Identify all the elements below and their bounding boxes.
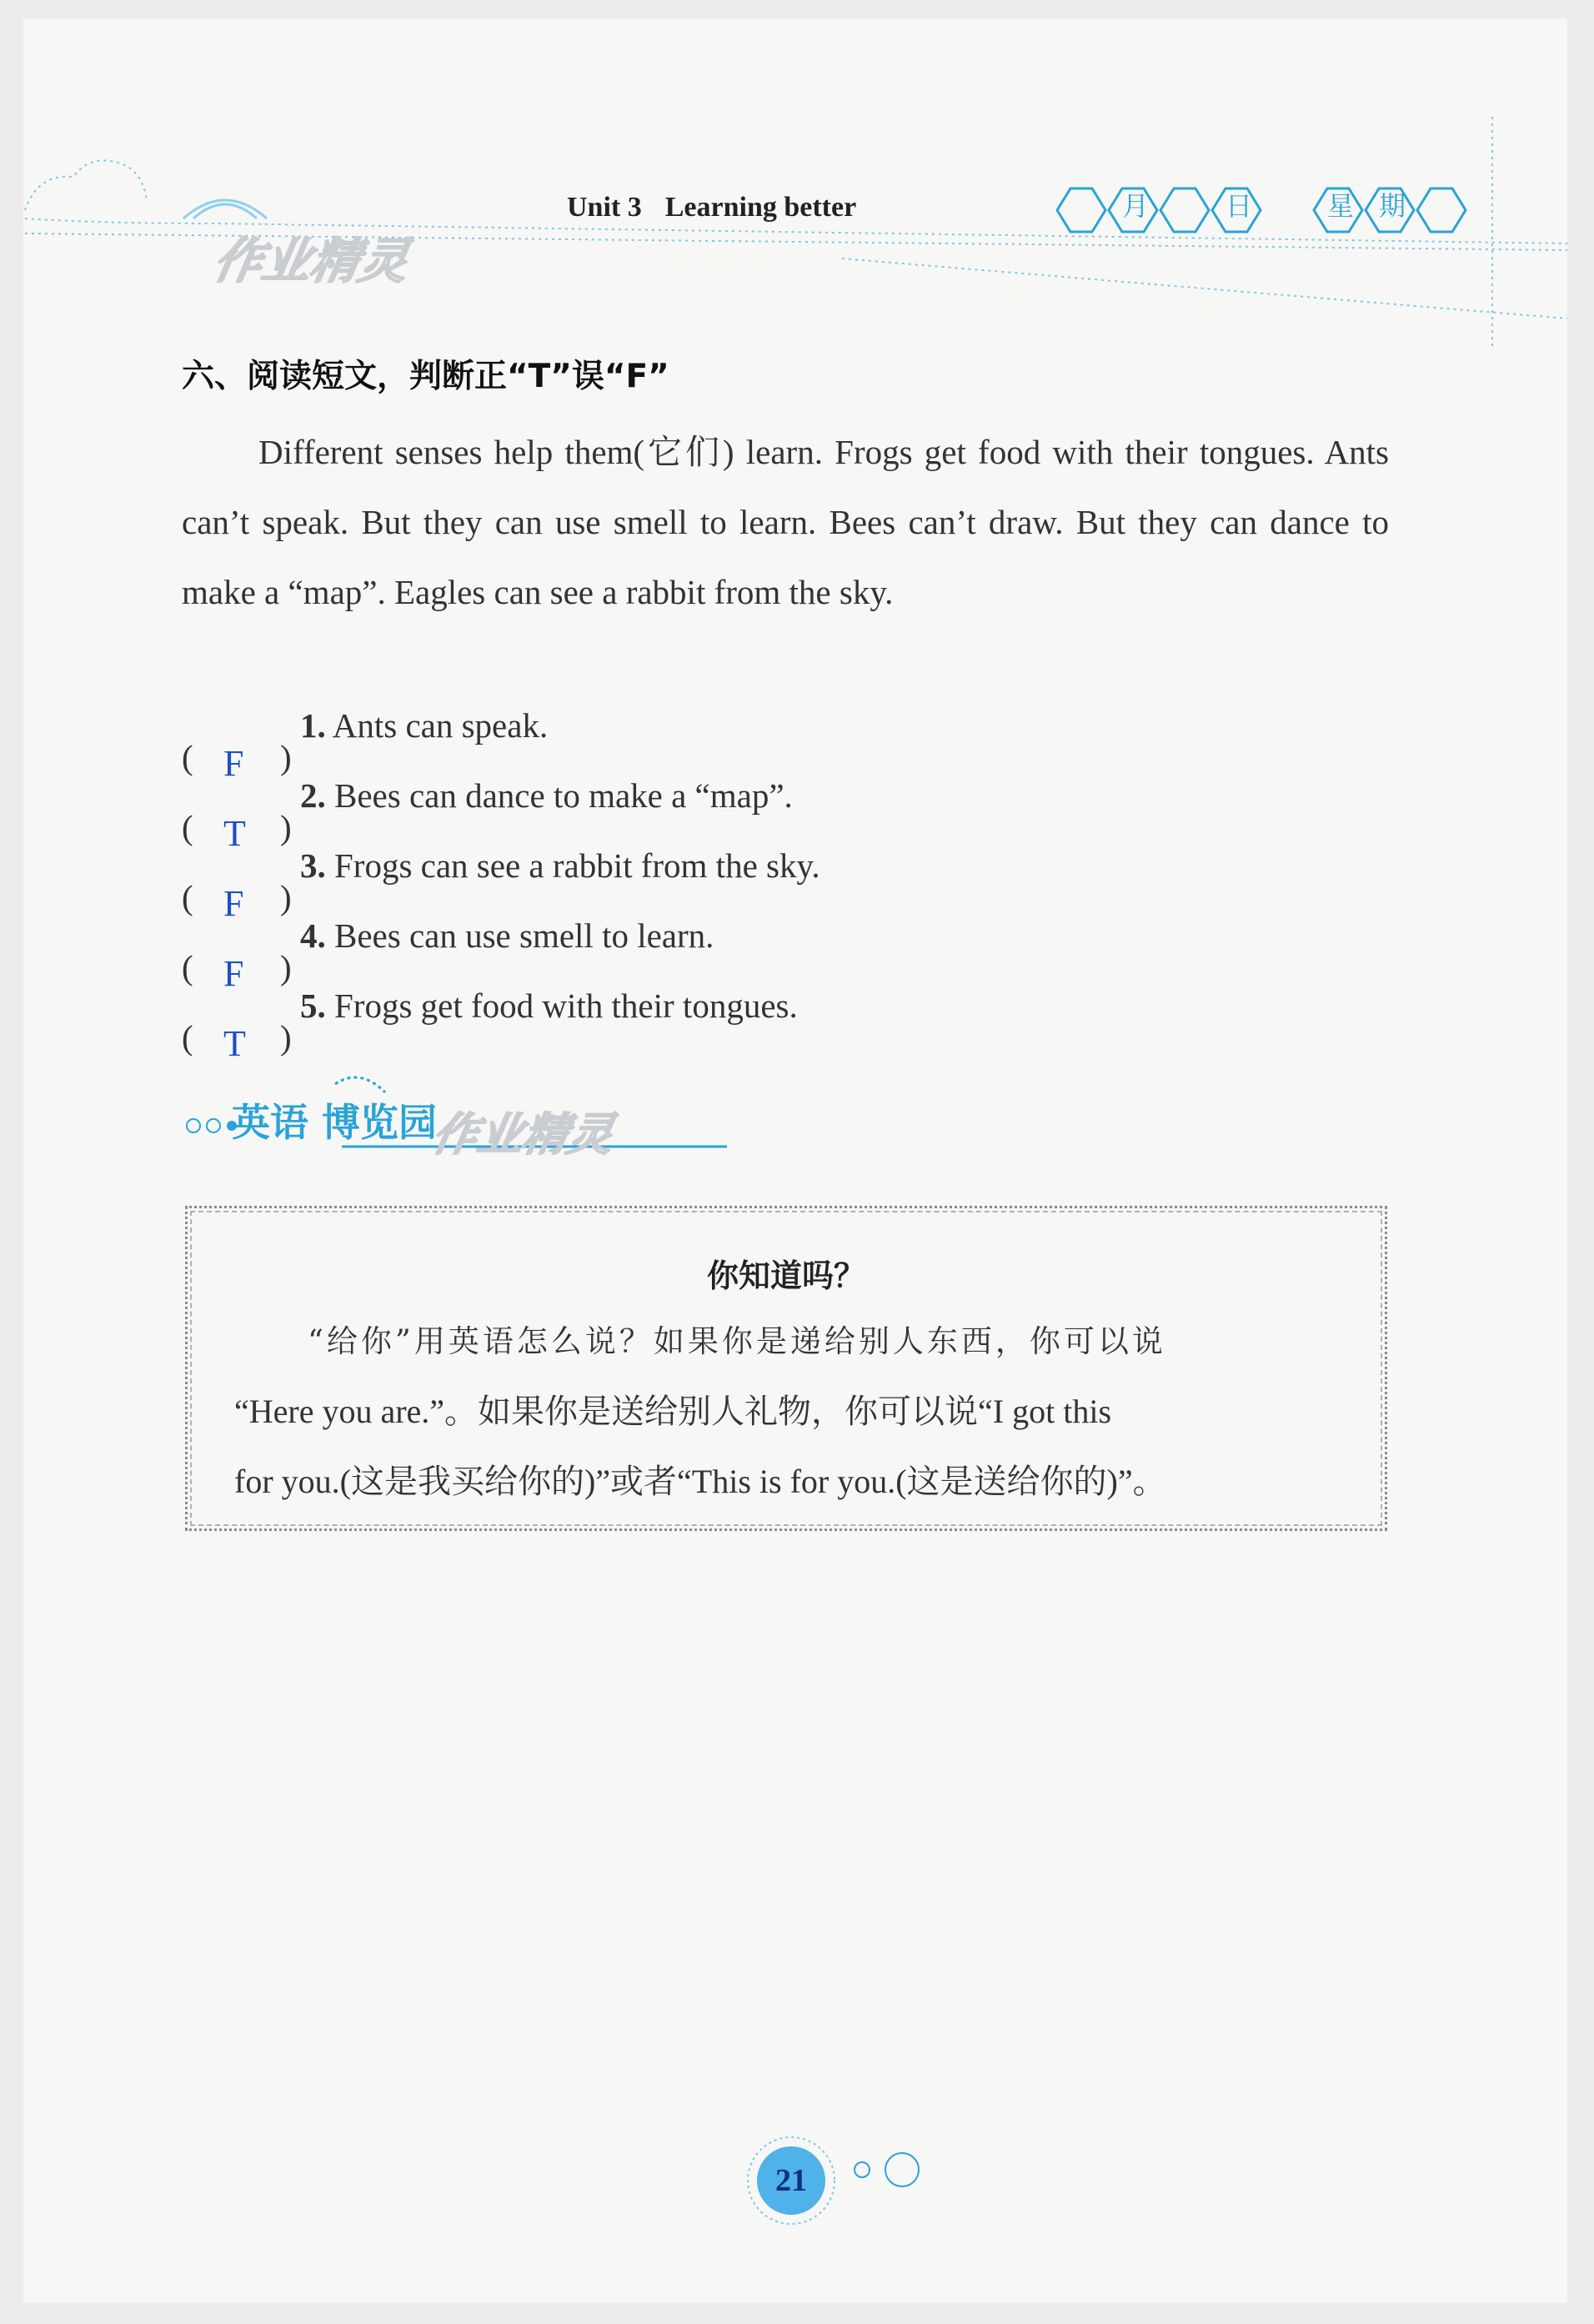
question-row: ( T ) 2. Bees can dance to make a “map”.	[182, 776, 793, 854]
question-row: ( T ) 5. Frogs get food with their tongues.	[182, 986, 798, 1064]
question-text: Bees can dance to make a “map”.	[334, 776, 793, 815]
info-line-3: for you.(这是我买给你的)”或者“This is for you.(这是送给你的)”。	[234, 1463, 1166, 1500]
section-title: 六、阅读短文，判断正“T”误“F”	[182, 358, 669, 395]
did-you-know-box	[185, 1206, 1387, 1531]
question-text: Frogs get food with their tongues.	[334, 986, 798, 1025]
question-number: 4.	[300, 916, 326, 955]
answer-mark: F	[223, 953, 244, 994]
unit-number: Unit 3	[567, 192, 642, 223]
bank-title	[232, 1092, 437, 1147]
question-row: ( F ) 1. Ants can speak.	[182, 706, 549, 784]
reading-passage: Different senses help them(它们) learn. Frogs get food with their tongues. Ants can’t speak. But they can use smell to learn. Bees can’t draw. But they can dance to make a “map”. Eagles can see a rabbit from the sky.	[182, 433, 1389, 611]
question-text: Bees can use smell to learn.	[334, 916, 714, 955]
answer-mark: F	[223, 743, 244, 784]
question-row: ( F ) 4. Bees can use smell to learn.	[182, 916, 714, 994]
answer-mark: T	[223, 813, 246, 854]
question-number: 2.	[300, 776, 326, 815]
question-number: 1.	[300, 706, 326, 745]
unit-title: Learning better	[664, 192, 857, 223]
bank-title-a: 英语	[232, 1100, 308, 1145]
answer-mark: T	[223, 1023, 246, 1064]
info-line-1: “给你”用英语怎么说？如果你是递给别人东西，你可以说	[308, 1323, 1166, 1359]
watermark: 作业精灵	[209, 233, 414, 289]
weekday-label-1: 星	[1327, 190, 1355, 222]
unit-heading	[567, 192, 856, 223]
info-line-2: “Here you are.”。如果你是送给别人礼物，你可以说“I got this	[234, 1393, 1112, 1430]
watermark: 作业精灵	[428, 1108, 618, 1161]
info-text	[234, 1307, 1345, 1517]
header-decoration	[0, 0, 1594, 350]
question-text: Frogs can see a rabbit from the sky.	[334, 846, 820, 885]
question-number: 5.	[300, 986, 326, 1025]
date-month-label: 月	[1122, 190, 1150, 222]
question-text: Ants can speak.	[332, 706, 549, 745]
question-row: ( F ) 3. Frogs can see a rabbit from the sky.	[182, 846, 820, 924]
page-number: 21	[757, 2146, 825, 2215]
weekday-label-2: 期	[1379, 190, 1406, 222]
date-day-label: 日	[1226, 190, 1253, 222]
info-title: 你知道吗？	[706, 1257, 865, 1294]
question-number: 3.	[300, 846, 326, 885]
answer-mark: F	[223, 883, 244, 924]
bank-title-b: 博览园	[322, 1100, 437, 1145]
